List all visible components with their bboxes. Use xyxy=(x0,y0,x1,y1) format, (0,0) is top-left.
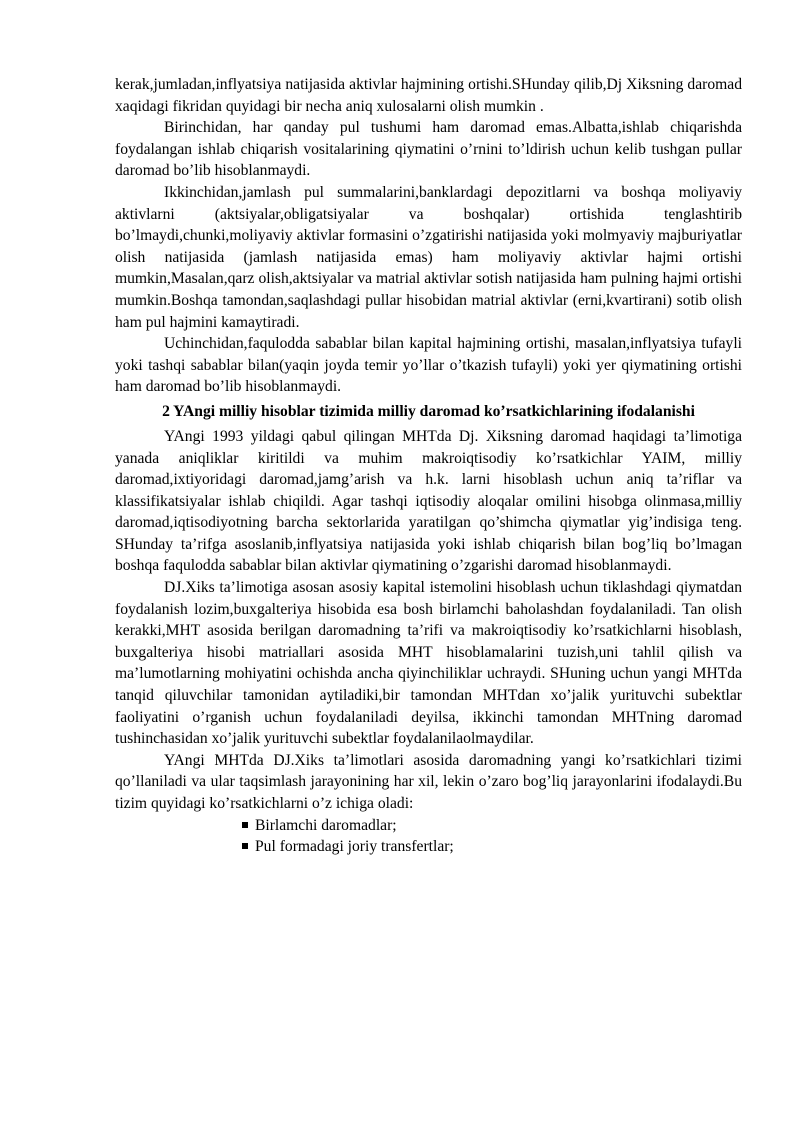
section-heading: 2 YAngi milliy hisoblar tizimida milliy daromad ko’rsatkichlarining ifodalanishi xyxy=(162,402,695,420)
paragraph-hicks-teaching: DJ.Xiks ta’limotiga asosan asosiy kapital istemolini hisoblash uchun tiklashdagi qiymatdan foydalanish lozim,buxgalteriya hisobida esa bosh birlamchi baholashdan foydalaniladi. Tan olish kerakki,MHT asosida berilgan daromadning ta’rifi va makroiqtisodiy ko’rsatkichlarni hisoblash, buxgalteriya hisobi matriallari asosida MHT hisoblamalarini tuzish,uni tahlil qilish va ma’lumotlarning mohiyatini ochishda ancha qiyinchiliklar uchraydi. SHuning uchun yangi MHTda tanqid qiluvchilar tamonidan aytiladiki,bir tamondan MHTdan xo’jalik yurituvchi subektlar faoliyatini o’rganish uchun foydalaniladi deyilsa, ikkinchi tamondan MHTning daromad tushinchasidan xo’jalik yurituvchi subektlar foydalanilaolmaydilar. xyxy=(115,579,742,748)
paragraph-continuation: kerak,jumladan,inflyatsiya natijasida aktivlar hajmining ortishi.SHunday qilib,Dj Xiksning daromad xaqidagi fikridan quyidagi bir necha aniq xulosalarni olish mumkin . xyxy=(115,76,742,115)
document-body xyxy=(115,74,742,858)
paragraph-first-point: Birinchidan, har qanday pul tushumi ham daromad emas.Albatta,ishlab chiqarishda foydalangan ishlab chiqarish vositalarining qiymatini o’rnini to’ldirish uchun kelib tushgan pullar daromad bo’lib hisoblanmaydi. xyxy=(115,119,742,180)
list-item: Pul formadagi joriy transfertlar; xyxy=(242,836,742,858)
paragraph-second-point: Ikkinchidan,jamlash pul summalarini,banklardagi depozitlarni va boshqa moliyaviy aktivlarni (aktsiyalar,obligatsiyalar va boshqalar) ortishida tenglashtirib bo’lmaydi,chunki,moliyaviy aktivlar formasini o’zgatirishi natijasida yoki molmyaviy majburiyatlar olish natijasida (jamlash natijasida emas) ham moliyaviy aktivlar hajmi ortishi mumkin,Masalan,qarz olish,aktsiyalar va matrial aktivlar sotish natijasida ham pulning hajmi ortishi mumkin.Boshqa tamondan,saqlashdagi pullar hisobidan matrial aktivlar (erni,kvartirani) sotib olish ham pul hajmini kamaytiradi. xyxy=(115,183,742,331)
indicator-list xyxy=(115,815,742,858)
paragraph-third-point: Uchinchidan,faqulodda sabablar bilan kapital hajmining ortishi, masalan,inflyatsiya tufayli yoki tashqi sabablar bilan(yaqin joyda temir yo’llar o’tkazish tufayli) yoki yer qiymatining ortishi ham daromad bo’lib hisoblanmaydi. xyxy=(115,335,742,396)
list-item: Birlamchi daromadlar; xyxy=(242,815,742,837)
paragraph-new-mht: YAngi 1993 yildagi qabul qilingan MHTda Dj. Xiksning daromad haqidagi ta’limotiga yanada aniqliklar kiritildi va muhim makroiqtisodiy ko’rsatkichlar YAIM, milliy daromad,ixtiyoridagi daromad,jamg’arish va h.k. larni hisoblash uchun aniq ta’riflar va klassifikatsiyalar ishlab chiqildi. Agar tashqi iqtisodiy aloqalar omilini hisobga olinmasa,milliy daromad,iqtisodiyotning barcha sektorlarida yaratilgan qo’shimcha qiymatlar yig’indisiga teng. SHunday ta’rifga asoslanib,inflyatsiya natijasida yoki ishlab chiqarish bilan bog’liq bo’lmagan boshqa faqulodda sabablar bilan aktivlar qiymatining o’zgarishi daromad hisoblanmaydi. xyxy=(115,427,742,575)
paragraph-indicator-system: YAngi MHTda DJ.Xiks ta’limotlari asosida daromadning yangi ko’rsatkichlari tizimi qo’llaniladi va ular taqsimlash jarayonining har xil, lekin o’zaro bog’liq jarayonlarini ifodalaydi.Bu tizim quyidagi ko’rsatkichlarni o’z ichiga oladi: xyxy=(115,751,742,812)
